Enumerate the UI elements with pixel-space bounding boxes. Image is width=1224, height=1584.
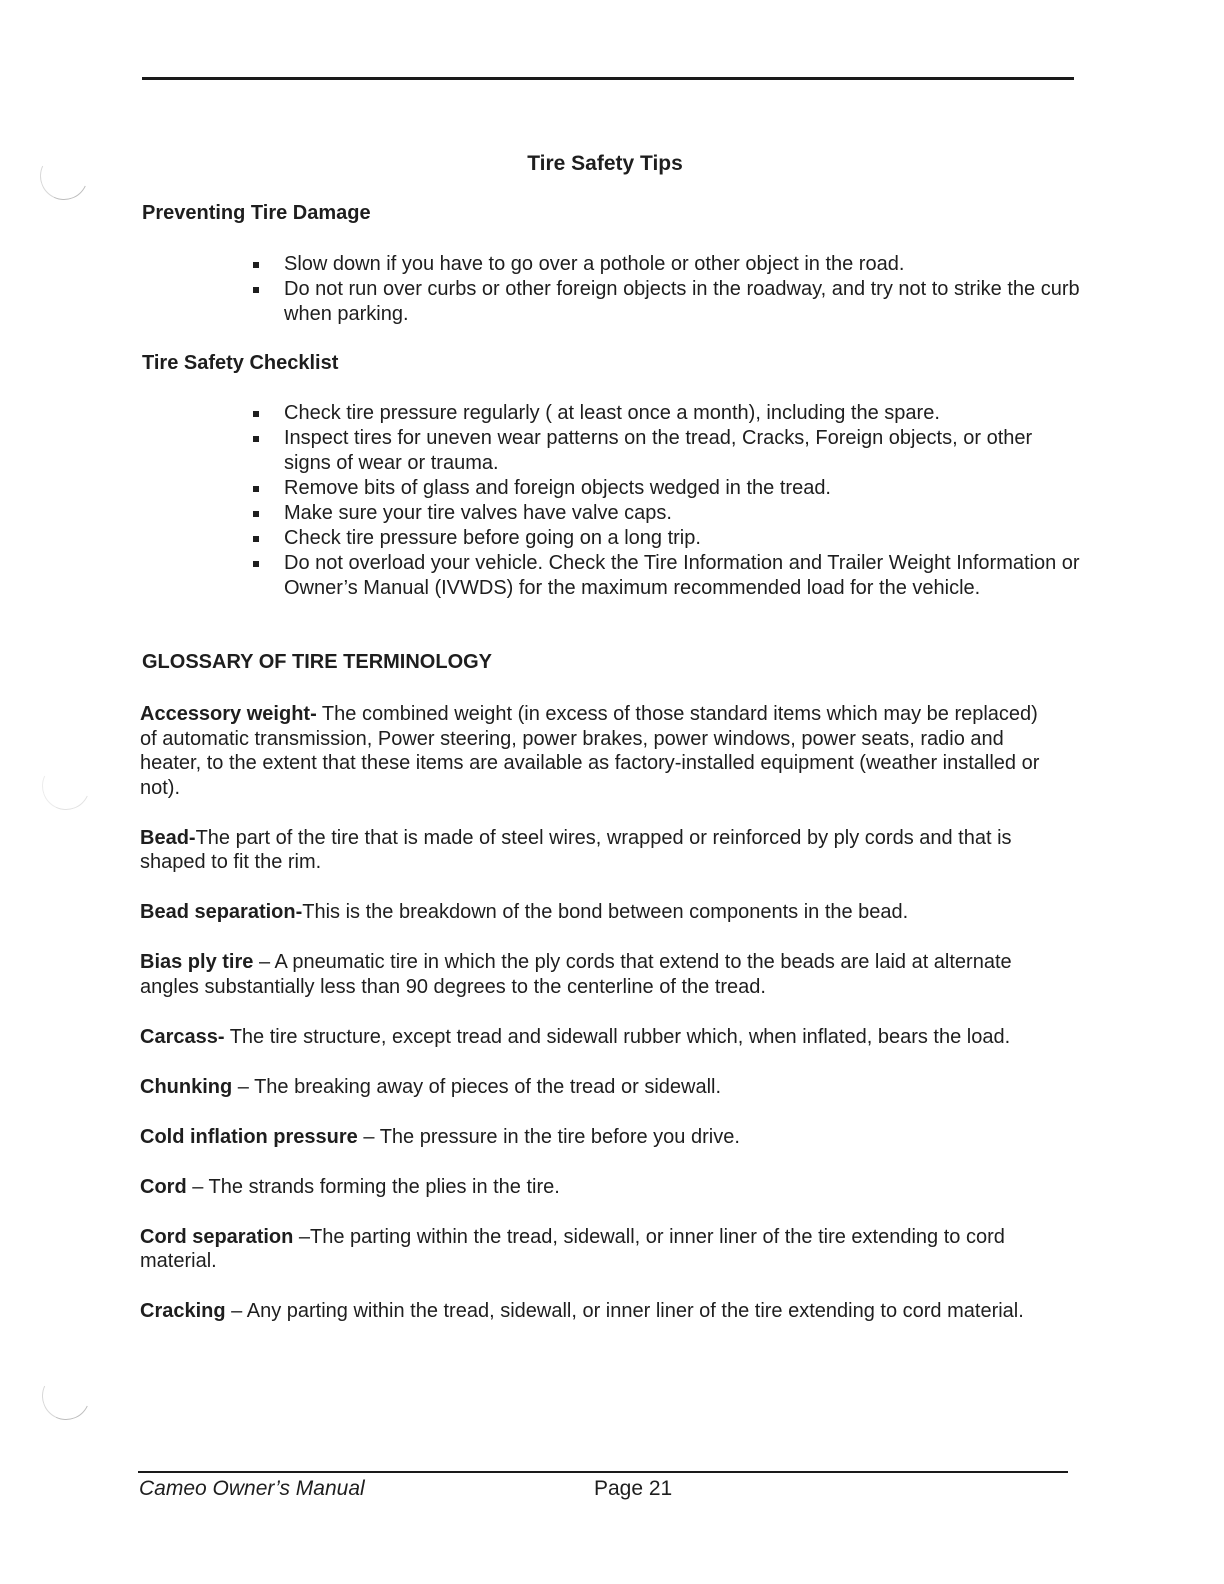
glossary-list (140, 702, 1060, 1349)
footer-manual-name: Cameo Owner’s Manual (139, 1477, 365, 1500)
section-heading-glossary: GLOSSARY OF TIRE TERMINOLOGY (142, 651, 493, 673)
footer-rule (138, 1471, 1068, 1473)
checklist-list (284, 401, 1084, 601)
glossary-definition: –The parting within the tread, sidewall, or inner liner of the tire extending to cord material. (140, 1225, 1005, 1272)
glossary-entry (140, 1125, 1060, 1150)
glossary-term: Bias ply tire (140, 951, 254, 973)
glossary-definition: – The breaking away of pieces of the tread or sidewall. (232, 1075, 722, 1098)
list-item: Check tire pressure before going on a long trip. (284, 526, 1084, 551)
section-heading-checklist: Tire Safety Checklist (142, 352, 339, 374)
glossary-entry (140, 1299, 1060, 1324)
glossary-term: Bead- (140, 826, 196, 849)
glossary-entry (140, 950, 1060, 999)
glossary-definition: The part of the tire that is made of steel wires, wrapped or reinforced by ply cords and that is shaped to fit the rim. (140, 826, 1012, 873)
glossary-entry (140, 900, 1060, 925)
glossary-entry (140, 1225, 1060, 1274)
list-item: Inspect tires for uneven wear patterns on the tread, Cracks, Foreign objects, or other signs of wear or trauma. (284, 426, 1084, 476)
glossary-term: Cord separation (140, 1225, 294, 1248)
glossary-entry (140, 702, 1060, 800)
glossary-entry (140, 1175, 1060, 1200)
list-item: Remove bits of glass and foreign objects wedged in the tread. (284, 476, 1084, 501)
glossary-entry (140, 826, 1060, 875)
glossary-term: Bead separation- (140, 901, 303, 923)
list-item: Make sure your tire valves have valve caps. (284, 501, 1084, 526)
binder-hole-mark (35, 1365, 97, 1427)
glossary-term: Cracking (140, 1300, 226, 1322)
page-title: Tire Safety Tips (527, 152, 683, 175)
glossary-entry (140, 1025, 1060, 1050)
binder-hole-mark (35, 755, 97, 817)
header-rule (142, 77, 1074, 80)
section-heading-preventing: Preventing Tire Damage (142, 202, 371, 224)
glossary-definition: – A pneumatic tire in which the ply cords that extend to the beads are laid at alternate angles substantially less than 90 degrees to the centerline of the tread. (140, 951, 1012, 998)
glossary-definition: – The pressure in the tire before you drive. (357, 1125, 740, 1148)
glossary-definition: – The strands forming the plies in the tire. (186, 1175, 560, 1198)
glossary-term: Carcass- (140, 1025, 225, 1048)
glossary-term: Chunking (140, 1075, 233, 1098)
list-item: Do not overload your vehicle. Check the Tire Information and Trailer Weight Information or Owner’s Manual (IVWDS) for the maximum recommended load for the vehicle. (284, 551, 1084, 601)
list-item: Slow down if you have to go over a pothole or other object in the road. (284, 252, 1084, 277)
preventing-list (284, 252, 1084, 327)
glossary-term: Cord (140, 1175, 187, 1198)
list-item: Do not run over curbs or other foreign objects in the roadway, and try not to strike the curb when parking. (284, 277, 1084, 327)
glossary-definition: The combined weight (in excess of those standard items which may be replaced) of automatic transmission, Power steering, power brakes, power windows, power seats, radio and heater, to the extent that these items are available as factory-installed equipment (weather installed or not). (140, 703, 1040, 799)
glossary-term: Cold inflation pressure (140, 1125, 358, 1148)
glossary-definition: – Any parting within the tread, sidewall, or inner liner of the tire extending to cord material. (225, 1300, 1024, 1322)
glossary-definition: The tire structure, except tread and sidewall rubber which, when inflated, bears the load. (224, 1025, 1011, 1048)
footer-page-number: Page 21 (594, 1477, 673, 1500)
glossary-entry (140, 1075, 1060, 1100)
glossary-term: Accessory weight- (140, 703, 317, 725)
glossary-definition: This is the breakdown of the bond between components in the bead. (302, 901, 909, 923)
list-item: Check tire pressure regularly ( at least once a month), including the spare. (284, 401, 1084, 426)
